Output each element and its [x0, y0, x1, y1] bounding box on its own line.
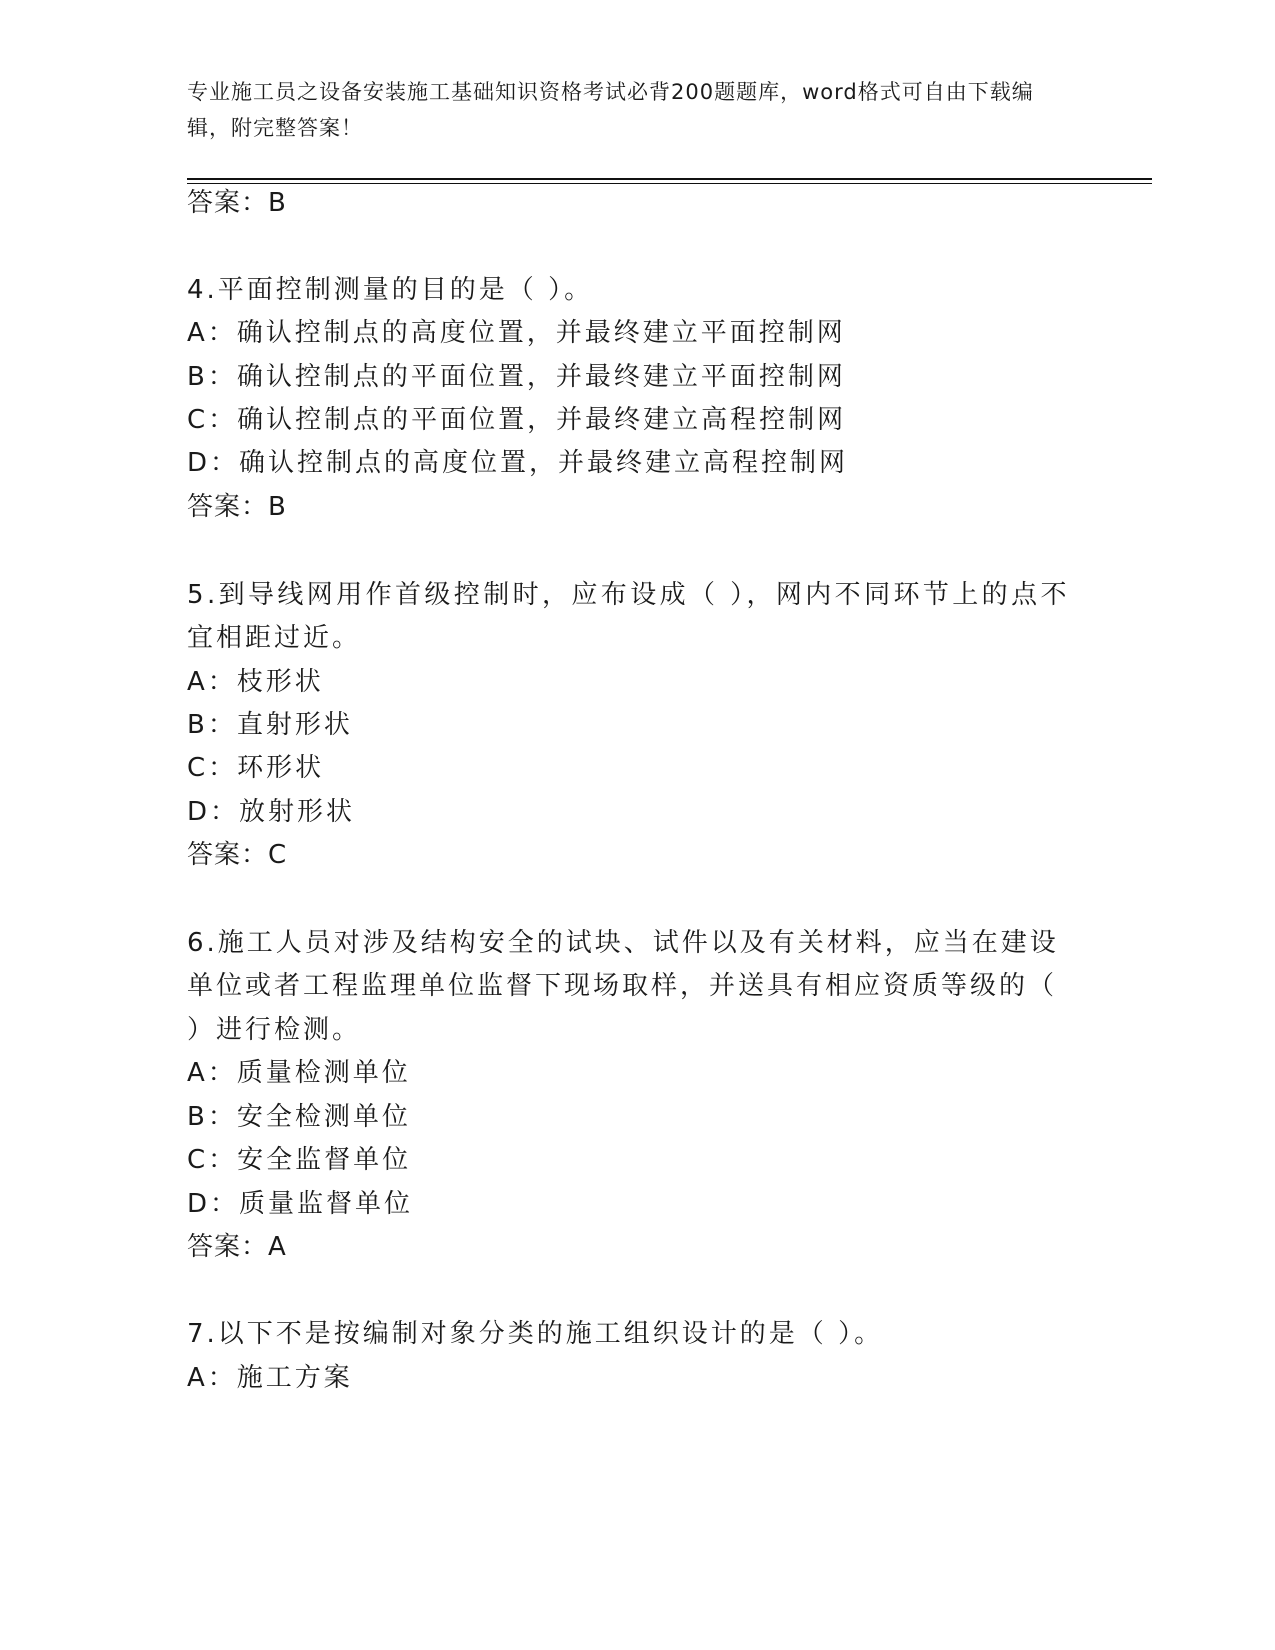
question-6-line-1: 6.施工人员对涉及结构安全的试块、试件以及有关材料，应当在建设 — [187, 928, 1059, 958]
option-6b: B：安全检测单位 — [187, 1102, 411, 1132]
option-4d: D：确认控制点的高度位置，并最终建立高程控制网 — [187, 448, 849, 478]
option-6c: C：安全监督单位 — [187, 1145, 412, 1175]
option-4a: A：确认控制点的高度位置，并最终建立平面控制网 — [187, 318, 846, 348]
option-5b: B：直射形状 — [187, 710, 353, 740]
option-7a: A：施工方案 — [187, 1363, 353, 1393]
question-4: 4.平面控制测量的目的是（ ）。 — [187, 275, 594, 305]
question-6-line-3: ）进行检测。 — [187, 1015, 362, 1045]
question-5-line-2: 宜相距过近。 — [187, 623, 362, 653]
option-5c: C：环形状 — [187, 753, 325, 783]
option-6a: A：质量检测单位 — [187, 1058, 411, 1088]
option-4b: B：确认控制点的平面位置，并最终建立平面控制网 — [187, 362, 846, 392]
option-6d: D：质量监督单位 — [187, 1189, 414, 1219]
answer-q5: 答案：C — [187, 840, 288, 870]
option-5a: A：枝形状 — [187, 667, 324, 697]
answer-q4: 答案：B — [187, 492, 287, 522]
question-7: 7.以下不是按编制对象分类的施工组织设计的是（ ）。 — [187, 1319, 884, 1349]
answer-q3: 答案：B — [187, 188, 287, 218]
header-rule-thin — [187, 183, 1152, 184]
document-header: 专业施工员之设备安装施工基础知识资格考试必背200题题库，word格式可自由下载编辑，附完整答案！ — [187, 80, 1034, 140]
question-5-line-1: 5.到导线网用作首级控制时，应布设成（ ），网内不同环节上的点不 — [187, 580, 1070, 610]
option-4c: C：确认控制点的平面位置，并最终建立高程控制网 — [187, 405, 847, 435]
answer-q6: 答案：A — [187, 1232, 287, 1262]
header-rule-thick — [187, 178, 1152, 180]
option-5d: D：放射形状 — [187, 797, 356, 827]
question-6-line-2: 单位或者工程监理单位监督下现场取样，并送具有相应资质等级的（ — [187, 971, 1058, 1001]
